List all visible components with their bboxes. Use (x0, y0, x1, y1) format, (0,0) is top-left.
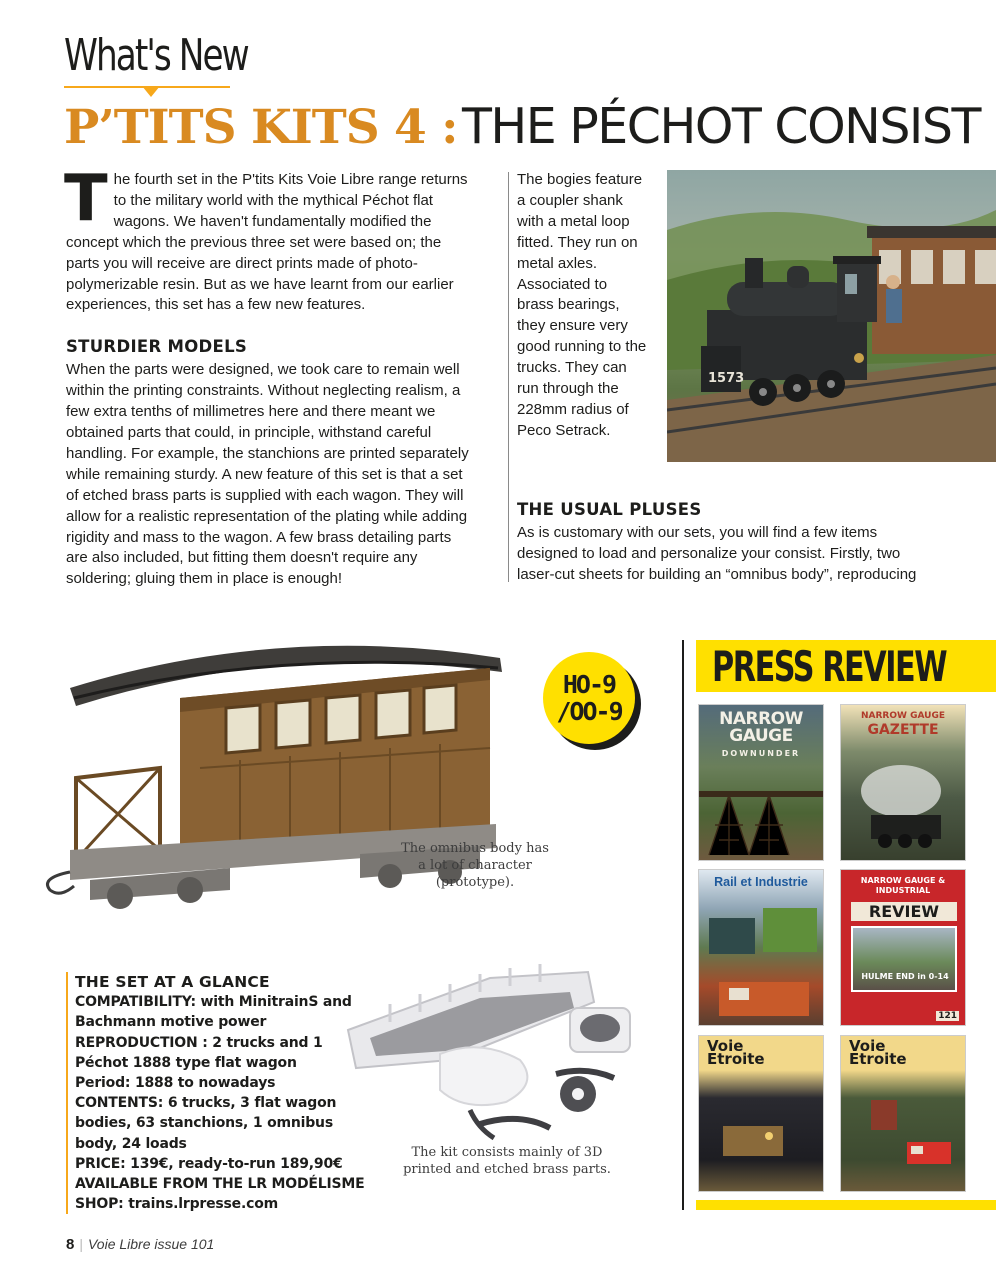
intro-text: he fourth set in the P'tits Kits Voie Libre range returns to the military world with the mythical Péchot flat wagons. We haven't fundamentally modified the concept which the previous three set were based on; the parts you will receive are direct prints made of photo-polymerizable resin. But as we have learnt from our earlier experiences, this set has a few new features. (66, 171, 468, 314)
magazine-4-title: NARROW GAUGE & INDUSTRIAL (860, 876, 946, 895)
magazine-3-title: Rail et Industrie (714, 875, 808, 889)
magazine-4-photo (851, 926, 957, 992)
scale-badge-line2: /OO-9 (556, 697, 622, 726)
scale-badge (543, 652, 635, 744)
magazine-4-feature: HULME END in 0-14 (861, 972, 949, 981)
magazine-1-subtitle: DOWNUNDER (721, 749, 801, 758)
usual-text: As is customary with our sets, you will find a few items designed to load and personalize your consist. Firstly, two laser-cut sheets for building an “omnibus body”, reproducing (517, 523, 917, 583)
usual-heading: THE USUAL PLUSES (517, 500, 702, 519)
loco-number: 1573 (708, 371, 745, 386)
headline-kit-name: P’TITS KITS 4 : (64, 100, 458, 155)
omnibus-caption: The omnibus body has a lot of character (prototype). (401, 841, 549, 890)
page-number: 8 (66, 1236, 75, 1253)
press-review-title: PRESS REVIEW (712, 642, 947, 691)
magazine-5-title: Voie Etroite (707, 1037, 765, 1068)
glance-contents: CONTENTS: 6 trucks, 3 flat wagon bodies, 63 stanchions, 1 omnibus body, 24 loads (75, 1095, 337, 1152)
footer-separator: | (79, 1236, 83, 1252)
article-column-left (64, 162, 476, 590)
column-divider (508, 172, 509, 582)
magazine-6-title: Voie Etroite (849, 1037, 907, 1068)
magazine-cover-voie-etroite-1 (698, 1035, 824, 1192)
magazine-4-issue: 121 (938, 1011, 957, 1021)
bogies-paragraph: The bogies feature a coupler shank with a metal loop fitted. They run on metal axles. Associated to brass bearings, they ensure very good running to the trucks. They can run through the 228mm radius of Peco Setrack. (517, 171, 647, 439)
section-arrow-icon (142, 86, 160, 97)
magazine-4-subtitle: REVIEW (851, 902, 957, 921)
magazine-cover-voie-etroite-2 (840, 1035, 966, 1192)
drop-cap: T (64, 162, 108, 236)
glance-compatibility: COMPATIBILITY: with MinitrainS and Bachmann motive power (75, 994, 352, 1031)
magazine-2-title: NARROW GAUGE (861, 711, 945, 721)
section-label: What's New (64, 30, 248, 81)
intro-paragraph (64, 162, 476, 316)
magazine-2-subtitle: GAZETTE (867, 722, 939, 738)
headline-subject: THE PÉCHOT CONSIST (461, 98, 980, 155)
magazine-cover-narrow-gauge-downunder (698, 704, 824, 861)
set-at-a-glance-box (66, 972, 366, 1214)
glance-availability: AVAILABLE FROM THE LR MODÉLISME SHOP: trains.lrpresse.com (75, 1176, 365, 1213)
sturdier-heading: STURDIER MODELS (66, 337, 248, 357)
glance-price: PRICE: 139€, ready-to-run 189,90€ (75, 1155, 343, 1172)
glance-title: THE SET AT A GLANCE (75, 973, 270, 991)
press-review-divider (682, 640, 684, 1210)
glance-reproduction: REPRODUCTION : 2 trucks and 1 Péchot 1888 type flat wagon (75, 1034, 323, 1071)
magazine-cover-rail-et-industrie (698, 869, 824, 1026)
sturdier-text: When the parts were designed, we took care to remain well within the printing constraints. Without neglecting realism, a few extra tenths of millimetres here and there meant we obtained parts that could, in principle, withstand careful handling. For example, the stanchions are printed separately while remaining sturdy. A new feature of this set is that a set of etched brass parts is supplied with each wagon. They will allow for a realistic representation of the plating while adding rigidity and mass to the wagon. A few brass detailing parts are also included, but fitting them doesn't require any soldering; gluing them in place is enough! (66, 361, 469, 588)
locomotive-photo (667, 170, 996, 462)
kit-parts-photo (330, 942, 670, 1142)
glance-period: Period: 1888 to nowadays (75, 1075, 276, 1092)
magazine-cover-ngi-review (840, 869, 966, 1026)
magazine-1-title: NARROW GAUGE (719, 709, 803, 746)
publication-name: Voie Libre issue 101 (87, 1236, 215, 1252)
article-headline (64, 98, 980, 155)
page-footer (66, 1236, 214, 1253)
magazine-cover-narrow-gauge-gazette (840, 704, 966, 861)
article-column-right (517, 500, 937, 586)
press-review-bottom-bar (696, 1200, 996, 1210)
scale-badge-line1: HO-9 (562, 670, 616, 699)
kit-caption: The kit consists mainly of 3D printed and etched brass parts. (403, 1145, 611, 1177)
